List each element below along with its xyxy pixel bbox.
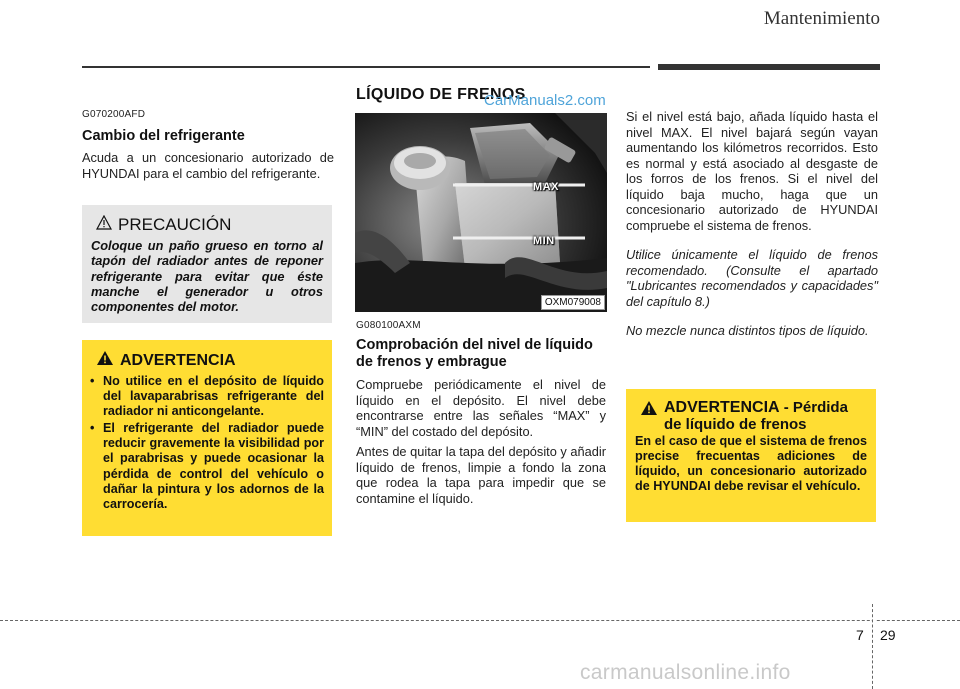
warning-triangle-icon [96, 350, 114, 371]
warning-header [640, 399, 848, 433]
section-code: G080100AXM [356, 320, 421, 331]
header-rule-thick [658, 64, 880, 70]
warning-list [90, 374, 324, 514]
italic-note: No mezcle nunca distintos tipos de líquido. [626, 323, 869, 338]
coolant-section [82, 109, 334, 181]
warning-title [664, 399, 848, 433]
chapter-number: 7 [856, 627, 864, 643]
min-label: MIN [533, 235, 555, 247]
page-number: 29 [880, 627, 896, 643]
section-heading: Cambio del refrigerante [82, 128, 245, 144]
warning-item: • No utilice en el depósito de líquido del lavaparabrisas refrigerante del radiador ni anticongelante. [90, 374, 324, 419]
caution-title: PRECAUCIÓN [118, 215, 232, 234]
warning-title-separator: - [779, 399, 793, 416]
section-body: Acuda a un concesionario autorizado de HYUNDAI para el cambio del refrigerante. [82, 150, 334, 181]
brake-reservoir-photo [355, 113, 607, 312]
main-heading: LÍQUIDO DE FRENOS [356, 86, 526, 103]
brake-fluid-continued [626, 109, 878, 339]
section-code: G070200AFD [82, 109, 146, 120]
brake-fluid-section [356, 320, 606, 506]
caution-text: Coloque un paño grueso en torno al tapón del radiador antes de reponer refrigerante para evitar que éste manche el generador u otros componentes del motor. [91, 238, 323, 315]
warning-box [82, 340, 332, 536]
watermark-bottom: carmanualsonline.info [580, 661, 791, 684]
footer-rule [0, 620, 960, 621]
max-label: MAX [533, 181, 559, 193]
section-paragraph: Compruebe periódicamente el nivel de líquido en el depósito. El nivel debe encontrarse entre las señales “MAX” y “MIN” del costado del depósito. [356, 377, 606, 439]
brake-warning-box [626, 389, 876, 522]
italic-note: Utilice únicamente el líquido de frenos recomendado. (Consulte el apartado "Lubricantes recomendados y capacidades" del capítulo 8.) [626, 247, 878, 309]
header-rule [82, 66, 650, 68]
warning-title-sub: de líquido de frenos [664, 416, 807, 433]
warning-triangle-icon [640, 400, 658, 421]
section-title: Mantenimiento [763, 8, 880, 29]
section-body: Si el nivel está bajo, añada líquido hasta el nivel MAX. El nivel bajará según vayan aumentando los kilómetros recorridos. Esto es normal y está asociado al desgaste de los forros de los frenos. Si el nivel del líquido baja mucho, haga que un concesionario autorizado de HYUNDAI compruebe el sistema de frenos. [626, 109, 878, 233]
warning-text: En el caso de que el sistema de frenos precise frecuentas adiciones de líquido, un concesionario autorizado de HYUNDAI debe revisar el vehículo. [635, 434, 867, 494]
reservoir-illustration [355, 113, 607, 312]
section-heading: Comprobación del nivel de líquido de frenos y embrague [356, 337, 593, 370]
image-code: OXM079008 [541, 295, 605, 310]
warning-title: ADVERTENCIA [120, 351, 236, 369]
caution-header [96, 215, 231, 235]
caution-box [82, 205, 332, 323]
section-paragraph: Antes de quitar la tapa del depósito y añadir líquido de frenos, limpie a fondo la zona que rodea la tapa para impedir que se contamine el líquido. [356, 444, 606, 506]
warning-title-sub: Pérdida [792, 399, 848, 416]
warning-header [96, 350, 236, 371]
footer-divider [872, 604, 875, 689]
warning-title-main: ADVERTENCIA [664, 399, 780, 416]
warning-item: • El refrigerante del radiador puede reducir gravemente la visibilidad por el parabrisas y puede ocasionar la pérdida de control del vehículo o dañar la pintura y los adornos de la carrocería. [90, 421, 324, 512]
caution-triangle-icon [96, 215, 112, 235]
watermark-top: CarManuals2.com [484, 92, 606, 109]
